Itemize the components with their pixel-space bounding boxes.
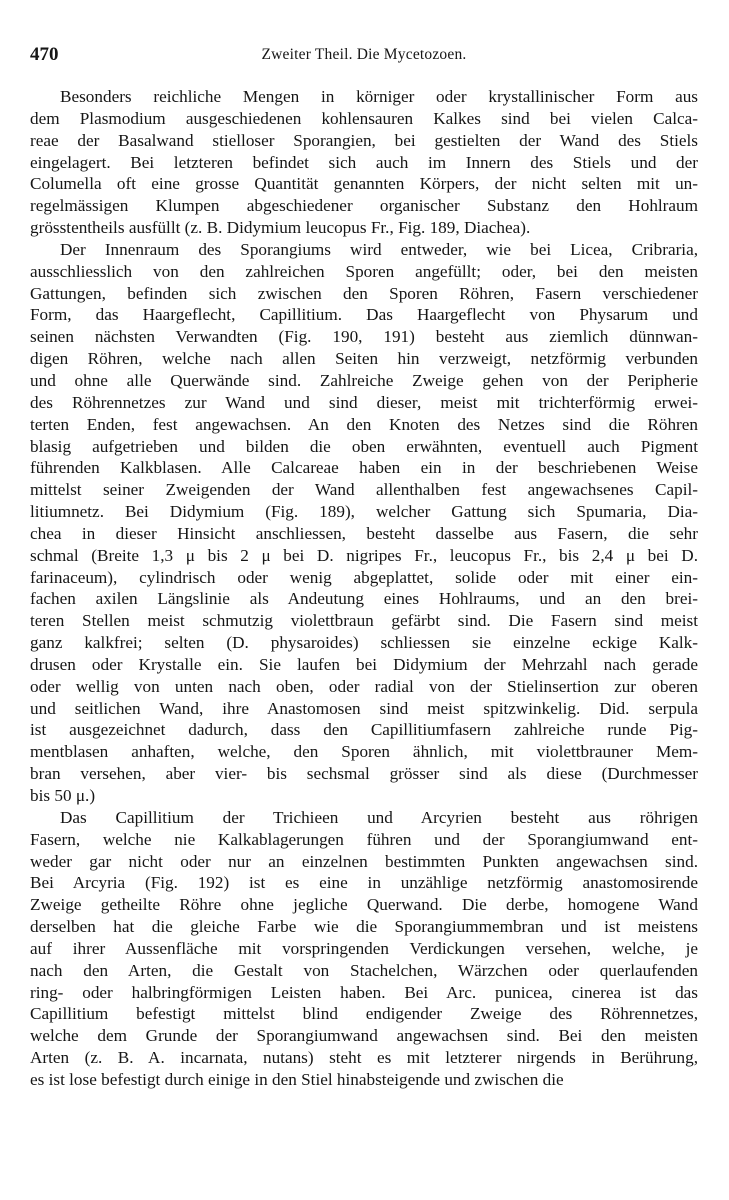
text-line: es ist lose befestigt durch einige in den Stiel hinabsteigende und zwischen die (30, 1069, 564, 1089)
text-line: mittelst seiner Zweigenden der Wand allenthalben fest angewachsenes Capil- (30, 480, 698, 500)
text-line: seinen nächsten Verwandten (Fig. 190, 191) besteht aus ziemlich dünnwan- (30, 327, 698, 347)
text-line: weder gar nicht oder nur an einzelnen bestimmten Punkten angewachsen sind. (30, 851, 698, 871)
text-line: chea in dieser Hinsicht anschliessen, besteht dasselbe aus Fasern, die sehr (30, 523, 698, 543)
running-title: Zweiter Theil. Die Mycetozoen. (261, 46, 467, 63)
text-line: terten Enden, fest angewachsen. An den Knoten des Netzes sind die Röhren (30, 414, 698, 434)
text-line: nach den Arten, die Gestalt von Stachelchen, Wärzchen oder querlaufenden (30, 960, 698, 980)
text-line: digen Röhren, welche nach allen Seiten hin verzweigt, netzförmig verbunden (30, 349, 698, 369)
paragraph-2 (30, 239, 698, 807)
text-line: grösstentheils ausfüllt (z. B. Didymium leucopus Fr., Fig. 189, Diachea). (30, 218, 531, 238)
text-line: mentblasen anhaften, welche, den Sporen ähnlich, mit violettbrauner Mem- (30, 742, 698, 762)
text-line: auf ihrer Aussenfläche mit vorspringenden Verdickungen versehen, welche, je (30, 938, 698, 958)
text-line: ist ausgezeichnet dadurch, dass den Capillitiumfasern zahlreiche runde Pig- (30, 720, 698, 740)
text-line: oder wellig von unten nach oben, oder radial von der Stielinsertion zur oberen (30, 676, 698, 696)
text-line: litiumnetz. Bei Didymium (Fig. 189), welcher Gattung sich Spumaria, Dia- (30, 502, 698, 522)
text-line: bran versehen, aber vier- bis sechsmal grösser sind als diese (Durchmesser (30, 764, 698, 784)
text-line: drusen oder Krystalle ein. Sie laufen bei Didymium der Mehrzahl nach gerade (30, 654, 698, 674)
text-line: fachen axilen Längslinie als Andeutung eines Hohlraums, und an den brei- (30, 589, 698, 609)
text-line: schmal (Breite 1,3 μ bis 2 μ bei D. nigripes Fr., leucopus Fr., bis 2,4 μ bei D. (30, 545, 698, 565)
text-line: eingelagert. Bei letzteren befindet sich auch im Innern des Stiels und der (30, 152, 698, 172)
text-line: regelmässigen Klumpen abgeschiedener organischer Substanz den Hohlraum (30, 196, 698, 216)
text-line: ring- oder halbringförmigen Leisten haben. Bei Arc. punicea, cinerea ist das (30, 982, 698, 1002)
text-line: reae der Basalwand stielloser Sporangien, bei gestielten der Wand des Stiels (30, 130, 698, 150)
page-header (30, 44, 698, 72)
text-line: Form, das Haargeflecht, Capillitium. Das Haargeflecht von Physarum und (30, 305, 698, 325)
text-line: blasig aufgetrieben und bilden die oben erwähnten, eventuell auch Pigment (30, 436, 698, 456)
text-line: welche dem Grunde der Sporangiumwand angewachsen sind. Bei den meisten (30, 1026, 698, 1046)
text-line: Columella oft eine grosse Quantität genannten Körpers, der nicht selten mit un- (30, 174, 698, 194)
body-text (30, 86, 698, 1091)
text-line: Das Capillitium der Trichieen und Arcyrien besteht aus röhrigen (60, 807, 698, 827)
paragraph-1 (30, 86, 698, 239)
paragraph-3 (30, 807, 698, 1091)
text-line: Der Innenraum des Sporangiums wird entweder, wie bei Licea, Cribraria, (60, 239, 698, 259)
text-line: farinaceum), cylindrisch oder wenig abgeplattet, solide oder mit einer ein- (30, 567, 698, 587)
text-line: und ohne alle Querwände sind. Zahlreiche Zweige gehen von der Peripherie (30, 370, 698, 390)
text-line: Arten (z. B. A. incarnata, nutans) steht es mit letzterer nirgends in Berührung, (30, 1048, 698, 1068)
text-line: Capillitium befestigt mittelst blind endigender Zweige des Röhrennetzes, (30, 1004, 698, 1024)
text-line: führenden Kalkblasen. Alle Calcareae haben ein in der beschriebenen Weise (30, 458, 698, 478)
text-line: Besonders reichliche Mengen in körniger oder krystallinischer Form aus (60, 87, 698, 106)
text-line: dem Plasmodium ausgeschiedenen kohlensauren Kalkes sind bei vielen Calca- (30, 108, 698, 128)
text-line: und seitlichen Wand, ihre Anastomosen sind meist spitzwinkelig. Did. serpula (30, 698, 698, 718)
text-line: Bei Arcyria (Fig. 192) ist es eine in unzählige netzförmig anastomosirende (30, 873, 698, 893)
text-line: derselben hat die gleiche Farbe wie die Sporangiummembran und ist meistens (30, 917, 698, 937)
text-line: teren Stellen meist schmutzig violettbraun gefärbt sind. Die Fasern sind meist (30, 611, 698, 631)
text-line: ausschliesslich von den zahlreichen Sporen angefüllt; oder, bei den meisten (30, 261, 698, 281)
text-line: ganz kalkfrei; selten (D. physaroides) schliessen sie einzelne eckige Kalk- (30, 633, 698, 653)
text-line: des Röhrennetzes zur Wand und sind dieser, meist mit trichterförmig erwei- (30, 392, 698, 412)
text-line: bis 50 μ.) (30, 786, 96, 805)
text-line: Zweige getheilte Röhre ohne jegliche Querwand. Die derbe, homogene Wand (30, 895, 698, 915)
text-line: Fasern, welche nie Kalkablagerungen führen und der Sporangiumwand ent- (30, 829, 698, 849)
page-number: 470 (30, 44, 59, 65)
text-line: Gattungen, befinden sich zwischen den Sporen Röhren, Fasern verschiedener (30, 283, 698, 303)
